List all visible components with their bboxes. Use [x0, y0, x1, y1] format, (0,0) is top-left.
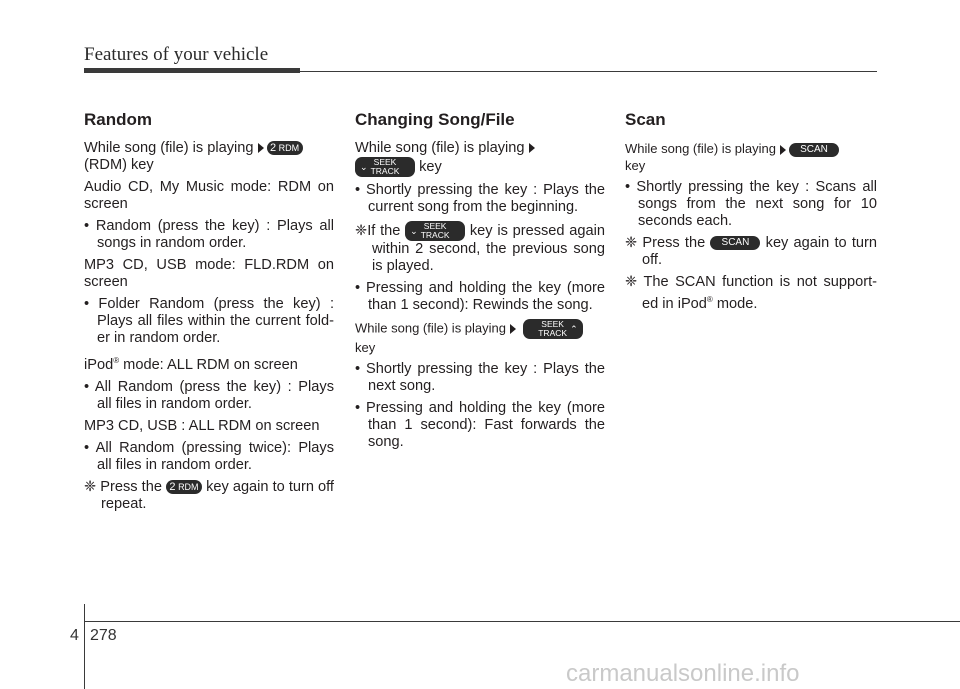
page-header-title: Features of your vehicle	[84, 44, 269, 65]
random-p3: iPod® mode: ALL RDM on screen	[84, 356, 298, 373]
page-number: 278	[90, 627, 117, 644]
changing-section	[355, 110, 605, 456]
random-p4: MP3 CD, USB : ALL RDM on screen	[84, 417, 320, 434]
rdm-key-icon: 2 RDM	[267, 141, 303, 155]
changing-note: ❈If the ⌄ SEEK TRACK key is pressed again within 2 second, the previous song is played.	[355, 221, 605, 274]
scan-section	[625, 110, 877, 318]
scan-key-icon: SCAN	[710, 236, 760, 250]
arrow-icon	[529, 143, 535, 153]
arrow-icon	[780, 145, 786, 155]
random-p2: MP3 CD, USB mode: FLD.RDM on screen	[84, 257, 334, 290]
random-bullet-1: • Random (press the key) : Plays all songs in random order.	[84, 218, 334, 251]
scan-note-1: ❈ Press the SCAN key again to turn off.	[625, 235, 877, 268]
header-rule	[300, 71, 877, 72]
random-bullet-4: • All Random (pressing twice): Plays all files in random order.	[84, 439, 334, 473]
random-heading: Random	[84, 110, 152, 129]
chevron-up-icon: ⌃	[570, 324, 578, 334]
changing-intro: While song (file) is playing ⌄ SEEK TRACK key	[355, 140, 605, 177]
scan-note-2: ❈ The SCAN function is not support- ed in iPod® mode.	[625, 274, 877, 312]
changing-bullet-4: • Pressing and holding the key (more than 1 second): Fast forwards the song.	[355, 400, 605, 450]
header-bar	[84, 68, 300, 73]
arrow-icon	[258, 143, 264, 153]
random-bullet-3: • All Random (press the key) : Plays all files in random order.	[84, 378, 334, 412]
scan-heading: Scan	[625, 110, 666, 129]
arrow-icon	[510, 324, 516, 334]
chevron-down-icon: ⌄	[360, 162, 368, 172]
random-intro: While song (file) is playing 2 RDM (RDM) key	[84, 140, 334, 174]
scan-key-icon: SCAN	[789, 143, 839, 157]
rdm-key-icon: 2 RDM	[166, 480, 202, 494]
random-bullet-2: • Folder Random (press the key) : Plays all files within the current fold- er in random order.	[84, 296, 334, 346]
changing-heading: Changing Song/File	[355, 110, 515, 129]
changing-intro-2: While song (file) is playing SEEK TRACK ⌃ key	[355, 319, 605, 356]
random-section	[84, 110, 334, 518]
footer-rule	[84, 621, 960, 622]
scan-intro: While song (file) is playing SCAN key	[625, 140, 877, 174]
chevron-down-icon: ⌄	[410, 226, 418, 236]
changing-bullet-3: • Shortly pressing the key : Plays the next song.	[355, 361, 605, 394]
scan-bullet-1: • Shortly pressing the key : Scans all songs from the next song for 10 seconds each.	[625, 179, 877, 229]
random-note: ❈ Press the 2 RDM key again to turn off repeat.	[84, 478, 334, 512]
chapter-number: 4	[70, 627, 79, 644]
seek-track-up-key-icon: SEEK TRACK ⌃	[523, 319, 583, 339]
seek-track-down-key-icon: ⌄ SEEK TRACK	[355, 157, 415, 177]
watermark: carmanualsonline.info	[566, 660, 800, 687]
changing-bullet-2: • Pressing and holding the key (more than 1 second): Rewinds the song.	[355, 280, 605, 313]
footer-vertical-rule	[84, 604, 85, 689]
changing-bullet-1: • Shortly pressing the key : Plays the current song from the beginning.	[355, 182, 605, 215]
random-p1: Audio CD, My Music mode: RDM on screen	[84, 179, 334, 212]
seek-track-down-key-icon: ⌄ SEEK TRACK	[405, 221, 465, 241]
